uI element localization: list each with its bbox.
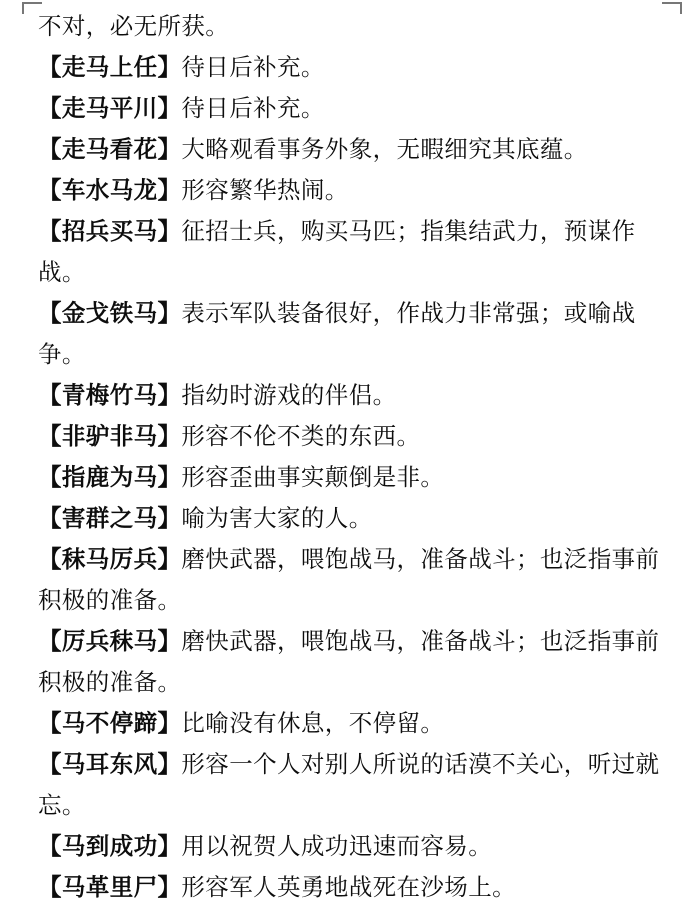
crop-mark-top-left — [22, 2, 42, 14]
entry-term: 【青梅竹马】 — [38, 381, 182, 409]
entry-definition: 表示军队装备很好，作战力非常强；或喻战争。 — [38, 299, 636, 368]
dictionary-entry — [38, 129, 674, 170]
dictionary-entry — [38, 416, 674, 457]
entry-definition: 待日后补充。 — [181, 94, 325, 122]
entry-definition: 喻为害大家的人。 — [181, 504, 373, 532]
dictionary-entry — [38, 539, 674, 621]
entry-definition: 用以祝贺人成功迅速而容易。 — [181, 832, 493, 860]
entry-term: 【招兵买马】 — [38, 217, 182, 245]
dictionary-entry — [38, 457, 674, 498]
entry-term: 【厉兵秣马】 — [38, 627, 182, 655]
dictionary-entry — [38, 744, 674, 826]
entry-term: 【马耳东风】 — [38, 750, 182, 778]
continuation-line — [38, 6, 674, 47]
entry-term: 【马到成功】 — [38, 832, 182, 860]
dictionary-entry — [38, 293, 674, 375]
dictionary-entry — [38, 375, 674, 416]
entry-definition: 形容歪曲事实颠倒是非。 — [181, 463, 445, 491]
dictionary-entry — [38, 826, 674, 867]
entry-definition: 大略观看事务外象，无暇细究其底蕴。 — [181, 135, 588, 163]
entry-term: 【马不停蹄】 — [38, 709, 182, 737]
entry-term: 【马革里尸】 — [38, 873, 182, 901]
entry-definition: 形容不伦不类的东西。 — [181, 422, 421, 450]
dictionary-entry — [38, 47, 674, 88]
dictionary-entry — [38, 867, 674, 908]
entry-term: 【金戈铁马】 — [38, 299, 182, 327]
entry-definition: 磨快武器，喂饱战马，准备战斗；也泛指事前积极的准备。 — [38, 545, 660, 614]
entry-term: 【走马看花】 — [38, 135, 182, 163]
entry-definition: 不对，必无所获。 — [38, 12, 230, 40]
entry-term: 【车水马龙】 — [38, 176, 182, 204]
entry-term: 【秣马厉兵】 — [38, 545, 182, 573]
entry-term: 【指鹿为马】 — [38, 463, 182, 491]
entry-definition: 比喻没有休息，不停留。 — [181, 709, 445, 737]
dictionary-entry — [38, 170, 674, 211]
entry-definition: 磨快武器，喂饱战马，准备战斗；也泛指事前积极的准备。 — [38, 627, 660, 696]
entry-definition: 待日后补充。 — [181, 53, 325, 81]
entry-definition: 形容繁华热闹。 — [181, 176, 349, 204]
entry-term: 【害群之马】 — [38, 504, 182, 532]
dictionary-entry — [38, 88, 674, 129]
entry-definition: 形容军人英勇地战死在沙场上。 — [181, 873, 517, 901]
entry-term: 【非驴非马】 — [38, 422, 182, 450]
entry-term: 【走马平川】 — [38, 94, 182, 122]
entry-term: 【走马上任】 — [38, 53, 182, 81]
dictionary-entry — [38, 211, 674, 293]
document-text-body — [38, 0, 674, 908]
dictionary-entry — [38, 621, 674, 703]
entry-definition: 征招士兵，购买马匹；指集结武力，预谋作战。 — [38, 217, 636, 286]
dictionary-entry — [38, 498, 674, 539]
dictionary-entry — [38, 703, 674, 744]
crop-mark-top-right — [662, 2, 682, 14]
entry-definition: 形容一个人对别人所说的话漠不关心，听过就忘。 — [38, 750, 660, 819]
entry-definition: 指幼时游戏的伴侣。 — [181, 381, 397, 409]
